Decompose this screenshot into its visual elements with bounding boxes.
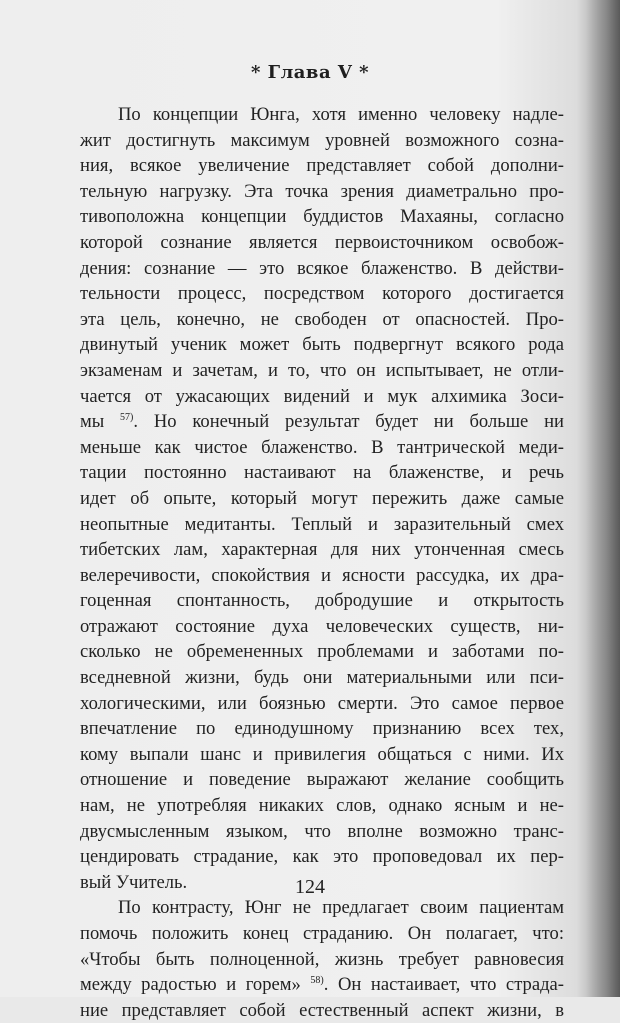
- text-line: помочь положить конец страданию. Он полагает, что:: [80, 923, 564, 944]
- text-line-with-footnote: [80, 409, 564, 435]
- text-line: тельную нагрузку. Эта точка зрения диаметрально про-: [80, 180, 564, 202]
- chapter-header: * Глава V *: [250, 62, 370, 83]
- footnote-ref: 58): [310, 975, 324, 986]
- text-line: гоценная спонтанность, добродушие и открытость: [80, 590, 564, 612]
- text-line: двинутый ученик может быть подвергнут всякого рода: [80, 334, 564, 356]
- text-line: тивоположна концепции буддистов Махаяны, согласно: [80, 206, 564, 228]
- text-line: По концепции Юнга, хотя именно человеку надле-: [118, 104, 564, 125]
- text-line: эта цель, конечно, не свободен от опасностей. Про-: [80, 308, 564, 330]
- text-line: вседневной жизни, будь они материальными или пси-: [80, 667, 564, 689]
- text-line: нам, не употребляя никаких слов, однако ясным и не-: [80, 795, 564, 817]
- text-line: отношение и поведение выражают желание сообщить: [80, 769, 564, 791]
- text-line: впечатление по единодушному признанию всех тех,: [80, 718, 564, 740]
- text-line: ние представляет собой естественный аспект жизни, в: [80, 999, 564, 1021]
- spine-shadow: [586, 0, 620, 997]
- text-line: тации постоянно настаивают на блаженстве, и речь: [80, 462, 564, 484]
- text-line: отражают состояние духа человеческих существ, ни-: [80, 615, 564, 637]
- text-line: хологическими, или боязнью смерти. Это самое первое: [80, 692, 564, 714]
- text-line-with-footnote: [80, 972, 564, 998]
- text-line: цендировать страдание, как это проповедовал их пер-: [80, 846, 564, 868]
- text-line: сколько не обремененных проблемами и заботами по-: [80, 641, 564, 663]
- text-fragment: мы: [80, 411, 121, 433]
- text-line: По контрасту, Юнг не предлагает своим пациентам: [118, 897, 564, 919]
- text-fragment: между радостью и горем»: [80, 974, 311, 996]
- text-line: экзаменам и зачетам, и то, что он испытывает, не отли-: [80, 359, 564, 381]
- text-line: тибетских лам, характерная для них утонченная смесь: [80, 539, 564, 561]
- text-line: чается от ужасающих видений и мук алхимика Зоси-: [80, 385, 564, 407]
- text-line: ния, всякое увеличение представляет собой дополни-: [80, 155, 564, 177]
- text-line: идет об опыте, который могут пережить даже самые: [80, 487, 564, 509]
- text-line: тельности процесс, посредством которого достигается: [80, 283, 564, 305]
- text-fragment: . Но конечный результат будет ни больше ни: [133, 411, 564, 433]
- text-line: дения: сознание — это всякое блаженство. В действи-: [80, 257, 564, 279]
- footnote-ref: 57): [120, 411, 134, 423]
- text-line: жит достигнуть максимум уровней возможного созна-: [80, 129, 564, 151]
- text-line: «Чтобы быть полноценной, жизнь требует равновесия: [80, 948, 564, 970]
- text-line: двусмысленным языком, что вполне возможно транс-: [80, 820, 564, 842]
- text-line: кому выпали шанс и привилегия общаться с ними. Их: [80, 743, 564, 765]
- text-line: которой сознание является первоисточником освобож-: [80, 231, 564, 253]
- text-line: меньше как чистое блаженство. В тантрической меди-: [80, 436, 564, 458]
- text-line: неопытные медитанты. Теплый и заразительный смех: [80, 513, 564, 535]
- text-line: велеречивости, спокойствия и ясности рассудка, их дра-: [80, 564, 564, 586]
- text-fragment: . Он настаивает, что страда-: [323, 974, 564, 996]
- text-line: вый Учитель.: [80, 871, 188, 893]
- page-number: 124: [295, 876, 325, 898]
